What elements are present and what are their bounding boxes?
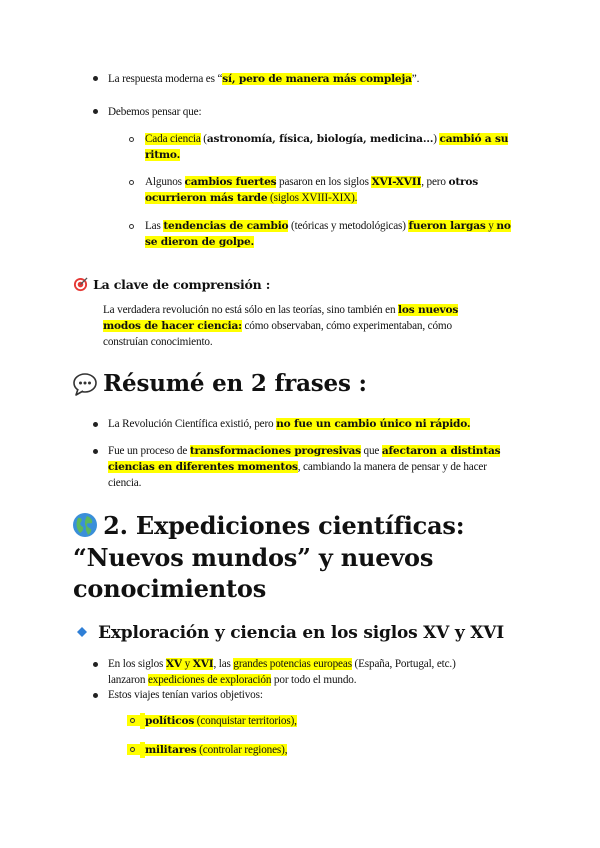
- text: Fue un proceso de: [108, 445, 190, 457]
- text: (España, Portugal, etc.): [351, 658, 456, 670]
- list-item: Debemos pensar que:: [108, 106, 202, 118]
- highlight-text: no: [496, 220, 511, 232]
- blue-diamond-icon: [77, 627, 87, 637]
- subsection-title: Exploración y ciencia en los siglos XV y XVI: [98, 623, 505, 643]
- list-item: Estos viajes tenían varios objetivos:: [108, 689, 263, 701]
- highlight-text: afectaron a distintas: [381, 445, 501, 457]
- bullet: [93, 449, 98, 454]
- text: La verdadera revolución no está sólo en las teorías, sino también en: [103, 304, 399, 316]
- text: que: [360, 445, 382, 457]
- list-item: [108, 443, 528, 491]
- subsection-heading: [77, 623, 504, 643]
- text: ”.: [411, 73, 420, 85]
- text: , cambiando la manera de pensar y de hacer: [297, 461, 487, 473]
- bold-text: astronomía, física, biología, medicina…: [206, 133, 434, 145]
- resume-title: Résumé en 2 frases :: [103, 370, 367, 397]
- text: (: [200, 133, 207, 145]
- section-title-line: conocimientos: [73, 574, 267, 603]
- text: , pero: [421, 176, 449, 188]
- highlight-text: ciencias en diferentes momentos: [108, 461, 298, 473]
- text: ): [433, 133, 440, 145]
- bullet: [129, 180, 134, 185]
- list-item: [108, 656, 538, 688]
- bullet: [130, 747, 135, 752]
- clave-paragraph: [103, 302, 523, 350]
- highlight-text: sí, pero de manera más compleja: [222, 73, 412, 85]
- resume-heading: [72, 370, 367, 397]
- bullet: [93, 109, 98, 114]
- highlight-text: XV: [165, 658, 182, 670]
- highlight-text: y: [485, 220, 497, 232]
- highlight-text: ritmo.: [145, 149, 181, 161]
- highlight-text: modos de hacer ciencia:: [103, 320, 242, 332]
- bold-text: otros: [448, 176, 479, 188]
- bullet: [129, 224, 134, 229]
- list-item: [108, 416, 470, 432]
- text: Las: [145, 220, 164, 232]
- target-icon: [73, 277, 88, 292]
- highlight-text: no fue un cambio único ni rápido.: [276, 418, 471, 430]
- text: Algunos: [145, 176, 185, 188]
- text: ciencia.: [108, 477, 142, 489]
- highlight-text: expediciones de exploración: [147, 674, 272, 686]
- highlight-text: ocurrieron más tarde: [145, 192, 268, 204]
- highlight-text: y: [181, 658, 193, 670]
- highlight-text: Cada ciencia: [145, 133, 201, 145]
- highlight-text: cambió a su: [439, 133, 509, 145]
- highlight-text: (siglos XVIII-XIX).: [267, 192, 358, 204]
- text: lanzaron: [108, 674, 148, 686]
- bullet: [93, 662, 98, 667]
- bullet: [93, 76, 98, 81]
- highlight-text: los nuevos: [398, 304, 459, 316]
- clave-title: La clave de comprensión :: [93, 277, 271, 292]
- speech-bubble-icon: [72, 371, 98, 397]
- list-item: [145, 218, 545, 250]
- clave-heading: [73, 274, 270, 293]
- highlight-text: XVI: [192, 658, 214, 670]
- list-item: [145, 174, 535, 206]
- highlight-text: tendencias de cambio: [163, 220, 289, 232]
- bullet: [129, 137, 134, 142]
- section-title: 2. Expediciones científicas:: [103, 511, 465, 540]
- highlight-text: cambios fuertes: [184, 176, 277, 188]
- highlight-text: (controlar regiones),: [196, 744, 288, 756]
- section-title-line: “Nuevos mundos” y nuevos: [73, 543, 434, 572]
- text: En los siglos: [108, 658, 166, 670]
- text: (teóricas y metodológicas): [288, 220, 409, 232]
- list-item: [140, 742, 287, 758]
- highlight-text: se dieron de golpe.: [145, 236, 254, 248]
- expediciones-heading: [72, 511, 464, 540]
- text: cómo observaban, cómo experimentaban, cómo: [241, 320, 452, 332]
- globe-icon: [72, 512, 98, 538]
- highlight-text: grandes potencias europeas: [233, 658, 352, 670]
- highlight-text: políticos: [145, 715, 195, 727]
- highlight-text: (conquistar territorios),: [194, 715, 297, 727]
- text: pasaron en los siglos: [276, 176, 372, 188]
- list-item: [145, 131, 525, 163]
- highlight-text: XVI-XVII: [371, 176, 422, 188]
- text: construían conocimiento.: [103, 336, 213, 348]
- text: La respuesta moderna es “: [108, 73, 223, 85]
- highlight-text: militares: [145, 744, 197, 756]
- bullet: [93, 422, 98, 427]
- text: La Revolución Científica existió, pero: [108, 418, 277, 430]
- text: por todo el mundo.: [271, 674, 357, 686]
- list-item: [108, 71, 419, 87]
- text: , las: [213, 658, 234, 670]
- list-item: [140, 713, 297, 729]
- bullet: [130, 718, 135, 723]
- highlight-text: transformaciones progresivas: [189, 445, 361, 457]
- bullet: [93, 693, 98, 698]
- highlight-text: fueron largas: [408, 220, 486, 232]
